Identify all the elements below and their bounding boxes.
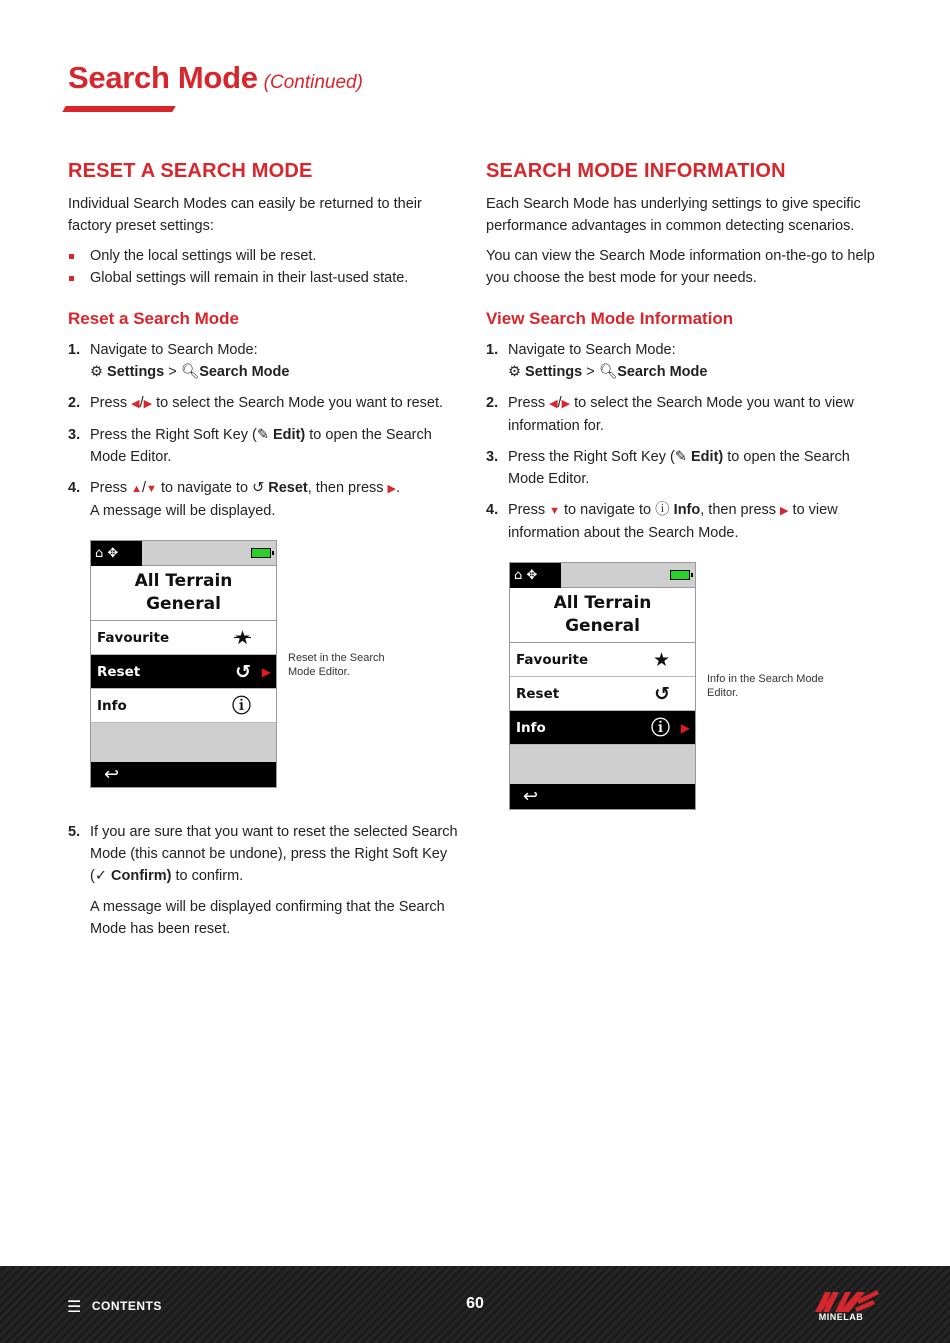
right-arrow-icon: ▶ <box>680 721 690 735</box>
battery-icon <box>670 570 690 580</box>
down-arrow-icon: ▼ <box>146 483 157 495</box>
device-row-info[interactable]: Info ⓘ ▶ <box>510 711 695 745</box>
search-icon: 🔍︎ <box>598 364 618 380</box>
device-status-bar <box>510 563 695 588</box>
reset-steps <box>68 339 468 522</box>
battery-icon <box>251 548 271 558</box>
info-icon: ⓘ <box>231 695 251 717</box>
info-icon: ⓘ <box>650 717 670 739</box>
right-column <box>486 160 886 553</box>
device-empty-area <box>510 745 695 785</box>
device-status-bar <box>91 541 276 566</box>
right-arrow-icon: ▶ <box>561 398 571 410</box>
reset-intro: Individual Search Modes can easily be returned to their factory preset settings: <box>68 196 422 234</box>
reset-icon: ↺ <box>654 683 670 705</box>
star-icon: ★ <box>652 649 670 671</box>
step-4: 4. Press ▲/▼ to navigate to ↺ Reset, then press ▶. A message will be displayed. <box>68 480 401 519</box>
info-caption: Info in the Search Mode Editor. <box>707 673 824 699</box>
bullet-item: Only the local settings will be reset. <box>68 245 468 267</box>
title-underline <box>62 106 175 112</box>
page-title-main: Search Mode <box>68 60 258 95</box>
reset-icon: ↺ <box>252 480 265 496</box>
gear-icon: ⚙ <box>508 364 521 380</box>
step-3: 3. Press the Right Soft Key (✎ Edit) to open the Search Mode Editor. <box>486 449 850 487</box>
device-empty-area <box>91 723 276 763</box>
info-steps <box>486 339 886 544</box>
down-arrow-icon: ▼ <box>549 505 560 517</box>
footer <box>0 1266 950 1343</box>
search-icon: 🔍︎ <box>180 364 200 380</box>
info-intro-1: Each Search Mode has underlying settings to give specific performance advantages in common detecting scenarios. <box>486 196 861 234</box>
right-arrow-icon: ▶ <box>261 665 271 679</box>
device-row-favourite[interactable]: Favourite ★ <box>510 643 695 677</box>
logo-text: MINELAB <box>818 1312 864 1322</box>
reset-caption: Reset in the Search Mode Editor. <box>288 652 385 678</box>
up-arrow-icon: ▲ <box>131 483 142 495</box>
reset-note: A message will be displayed confirming that the Search Mode has been reset. <box>90 899 445 937</box>
check-icon: ✓ <box>94 868 107 884</box>
ground-move-icon: ⌂ ✥ <box>510 563 561 588</box>
step-1: 1. Navigate to Search Mode: ⚙ Settings > 🔍︎Search Mode <box>68 342 290 380</box>
step-1: 1. Navigate to Search Mode: ⚙ Settings > 🔍︎Search Mode <box>486 342 708 380</box>
back-icon[interactable]: ↩ <box>510 784 695 809</box>
device-screen-info <box>509 562 696 810</box>
right-arrow-icon: ▶ <box>780 505 789 517</box>
right-arrow-icon: ▶ <box>143 398 153 410</box>
info-intro-2: You can view the Search Mode information on-the-go to help you choose the best mode for your needs. <box>486 248 875 286</box>
reset-steps-cont <box>68 821 468 887</box>
device-title: All Terrain General <box>91 566 276 621</box>
pencil-icon: ✎ <box>256 427 269 443</box>
page-title <box>68 60 363 96</box>
step-5: 5. If you are sure that you want to reset the selected Search Mode (this cannot be undone), press the Right Soft Key (✓ Confirm) to confirm. <box>68 824 458 884</box>
bullet-item: Global settings will remain in their last-used state. <box>68 267 468 289</box>
info-icon: ⓘ <box>655 502 670 518</box>
step-2: 2. Press ◀/▶ to select the Search Mode you want to view information for. <box>486 395 854 434</box>
device-row-favourite[interactable]: Favourite ★ <box>91 621 276 655</box>
step-4: 4. Press ▼ to navigate to ⓘ Info, then press ▶ to view information about the Search Mode. <box>486 502 838 541</box>
device-screen-reset <box>90 540 277 788</box>
page-title-continued: (Continued) <box>263 72 363 93</box>
contents-link[interactable]: ☰ CONTENTS <box>67 1299 162 1316</box>
pencil-icon: ✎ <box>674 449 687 465</box>
left-arrow-icon: ◀ <box>131 398 140 410</box>
gear-icon: ⚙ <box>90 364 103 380</box>
back-icon[interactable]: ↩ <box>91 762 276 787</box>
reset-heading: RESET A SEARCH MODE <box>68 160 313 182</box>
device-row-reset[interactable]: Reset ↺ ▶ <box>91 655 276 689</box>
step-3: 3. Press the Right Soft Key (✎ Edit) to open the Search Mode Editor. <box>68 427 432 465</box>
step-2: 2. Press ◀/▶ to select the Search Mode you want to reset. <box>68 395 444 411</box>
reset-icon: ↺ <box>235 661 251 683</box>
left-arrow-icon: ◀ <box>549 398 558 410</box>
info-heading: SEARCH MODE INFORMATION <box>486 160 786 182</box>
list-icon: ☰ <box>67 1299 82 1316</box>
reset-subheading: Reset a Search Mode <box>68 309 240 328</box>
device-row-info[interactable]: Info ⓘ <box>91 689 276 723</box>
star-off-icon: ★ <box>233 627 251 649</box>
right-arrow-icon: ▶ <box>387 483 397 495</box>
device-row-reset[interactable]: Reset ↺ <box>510 677 695 711</box>
page-number: 60 <box>466 1295 484 1312</box>
info-subheading: View Search Mode Information <box>486 309 734 328</box>
ground-move-icon: ⌂ ✥ <box>91 541 142 566</box>
reset-bullets <box>68 245 468 289</box>
device-title: All Terrain General <box>510 588 695 643</box>
